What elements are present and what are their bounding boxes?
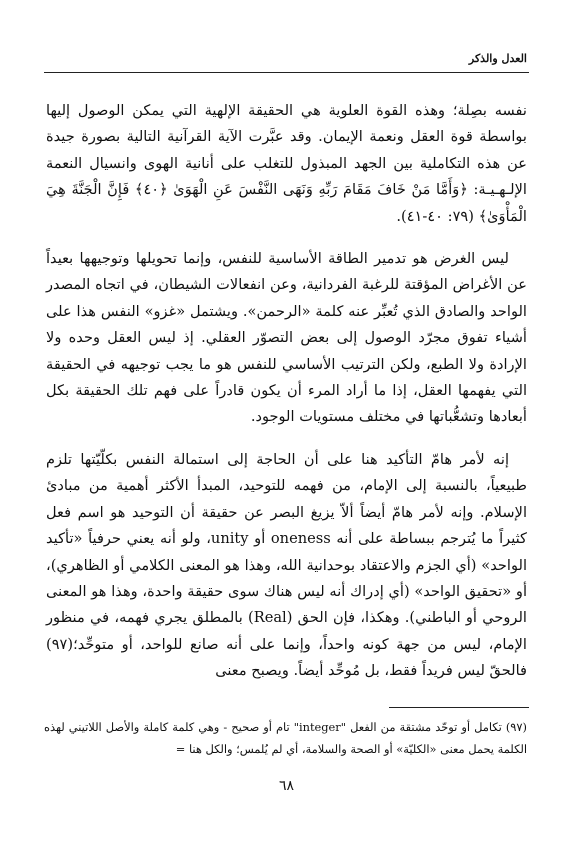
running-title: العدل والذكر <box>468 52 527 65</box>
paragraph-3: إنه لأمر هامّ التأكيد هنا على أن الحاجة إلى استمالة النفس بكلّيّتها تلزم طبيعياً، بالنسبة إلى الإمام، من فهمه للتوحيد، المبدأ الأكثر أهمية من مبادئ الإسلام. وإنه لأمر هامّ أيضاً ألاّ يزيغ البصر عن حقيقة أن التوحيد هو اسم فعل كثيراً ما يُترجم ببساطة على أنه oneness أو unity، ولو أنه يعني حرفياً «تأكيد الواحد» (أي الجزم والاعتقاد بوحدانية الله، وهذا هو المعنى الكلامي أو الظاهري)، أو «تحقيق الواحد» (أي إدراك أنه ليس هناك سوى حقيقة واحدة، وهذا هو المعنى الروحي أو الباطني). وهكذا، فإن الحق (Real) بالمطلق يجري فهمه، في منظور الإمام، ليس من جهة كونه واحداً، وإنما على أنه صانع للواحد، أو متوحِّد؛(٩٧) فالحقّ ليس فريداً فقط، بل مُوحِّد أيضاً. ويصبح معنى <box>46 450 527 680</box>
header-rule <box>44 72 529 73</box>
footnote-97: (٩٧) تكامل أو توحّد مشتقة من الفعل "integer" تام أو صحيح - وهي كلمة كاملة والأصل اللاتيني لهذه الكلمة يحمل معنى «الكليّة» أو الصحة والسلامة، أي لم يُلمس؛ والكل هنا = <box>44 720 527 756</box>
footnote <box>44 716 527 760</box>
paragraph-1: نفسه بصِلة؛ وهذه القوة العلوية هي الحقيقة الإلهية التي يمكن الوصول إليها بواسطة قوة العقل ونعمة الإيمان. وقد عبَّرت الآية القرآنية التالية بصورة جيدة عن هذه التكاملية بين الجهد المبذول للتغلب على أنانية الهوى وانسيال النعمة الإلـهـيـة: ﴿وَأَمَّا مَنْ خَافَ مَقَامَ رَبِّهِ وَنَهَى النَّفْسَ عَنِ الْهَوَىٰ ﴿٤٠﴾ فَإِنَّ الْجَنَّةَ هِيَ الْمَأْوَىٰ﴾ (٧٩: ٤٠-٤١). <box>46 102 527 225</box>
footnote-rule <box>389 707 529 708</box>
paragraph-2: ليس الغرض هو تدمير الطاقة الأساسية للنفس، وإنما تحويلها وتوجيهها بعيداً عن الأغراض المؤقتة للرغبة الفردانية، وعن انفعالات الشيطان، في اتجاه المصدر الواحد والصادق الذي تُعبِّر عنه كلمة «الرحمن». ويشتمل «غزو» النفس هذا على أشياء تفوق مجرّد الوصول إلى بعض التصوّر العقلي. إذ ليس العقل وحده ولا الإرادة ولا الطبع، ولكن الترتيب الأساسي للنفس هو ما يجب توجيهه في الحقيقة التي يفهمها العقل، إذا ما أراد المرء أن يكون قادراً على فهم تلك الحقيقة بكل أبعادها وتشعُّباتها في مختلف مستويات الوجود. <box>46 250 527 426</box>
main-text <box>46 98 527 685</box>
page-number: ٦٨ <box>278 778 295 794</box>
